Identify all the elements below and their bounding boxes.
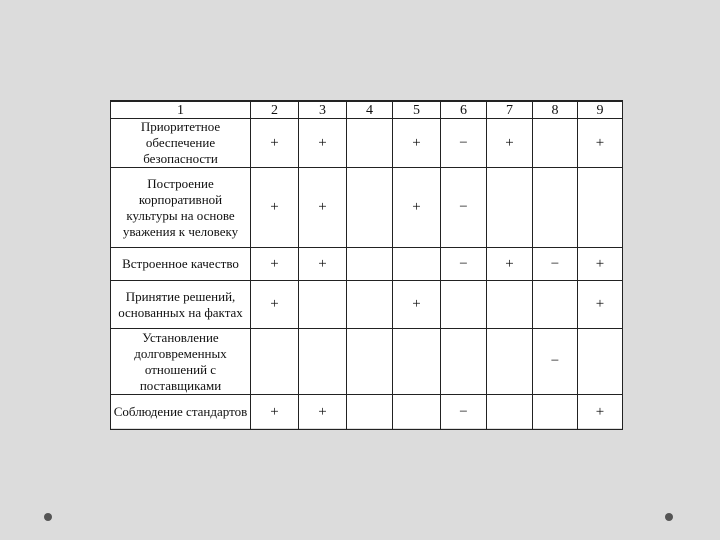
table-cell: + [251,395,299,430]
row-label: Принятие решений, основанных на фактах [111,281,251,329]
table-row [111,119,623,168]
table-cell: + [393,119,441,168]
table-cell: + [299,395,347,430]
table-cell [487,168,533,248]
header-cell: 6 [441,101,487,119]
row-label: Соблюдение стандартов [111,395,251,430]
table-cell [347,395,393,430]
table-cell: + [251,119,299,168]
table-cell [347,281,393,329]
table-cell [393,395,441,430]
table-cell [578,168,623,248]
bottom-right-dot [665,513,673,521]
row-label: Установление долговременных отношений с поставщиками [111,329,251,395]
table-cell: + [251,248,299,281]
table-cell: − [441,395,487,430]
table-cell [347,119,393,168]
row-label: Приоритетное обеспечение безопасности [111,119,251,168]
table-cell: + [393,168,441,248]
table-cell [347,329,393,395]
header-cell: 7 [487,101,533,119]
header-row [111,101,623,119]
table-cell [393,329,441,395]
row-label: Встроенное качество [111,248,251,281]
table-cell [533,395,578,430]
table-cell [299,329,347,395]
table-cell [347,168,393,248]
table-cell: − [533,329,578,395]
table-cell: + [578,119,623,168]
bottom-left-dot [44,513,52,521]
header-cell: 9 [578,101,623,119]
table-cell: − [441,119,487,168]
table-cell [441,281,487,329]
table-cell: + [393,281,441,329]
table-cell: − [441,168,487,248]
table-cell [251,329,299,395]
table-cell [487,395,533,430]
table-cell [299,281,347,329]
table-cell [347,248,393,281]
header-cell: 4 [347,101,393,119]
table-row [111,281,623,329]
table-cell: + [578,281,623,329]
header-cell: 1 [111,101,251,119]
table-row [111,248,623,281]
table-cell [533,119,578,168]
evaluation-table [110,100,623,430]
header-cell: 3 [299,101,347,119]
header-cell: 2 [251,101,299,119]
table-cell [441,329,487,395]
table-cell [578,329,623,395]
table-row [111,168,623,248]
header-cell: 8 [533,101,578,119]
table-cell: + [299,119,347,168]
table-cell: + [251,168,299,248]
table-row [111,329,623,395]
table-cell: + [578,395,623,430]
table-cell [393,248,441,281]
table-cell: − [441,248,487,281]
table-cell [533,281,578,329]
table-cell: + [487,119,533,168]
table-cell: + [251,281,299,329]
table-cell: + [299,248,347,281]
table-cell: − [533,248,578,281]
table-cell: + [578,248,623,281]
table-container [110,100,622,428]
table-cell [533,168,578,248]
table-cell [487,329,533,395]
table-row [111,395,623,430]
header-cell: 5 [393,101,441,119]
table-cell: + [299,168,347,248]
table-cell: + [487,248,533,281]
row-label: Построение корпоративной культуры на основе уважения к человеку [111,168,251,248]
table-cell [487,281,533,329]
table-body [111,101,623,430]
